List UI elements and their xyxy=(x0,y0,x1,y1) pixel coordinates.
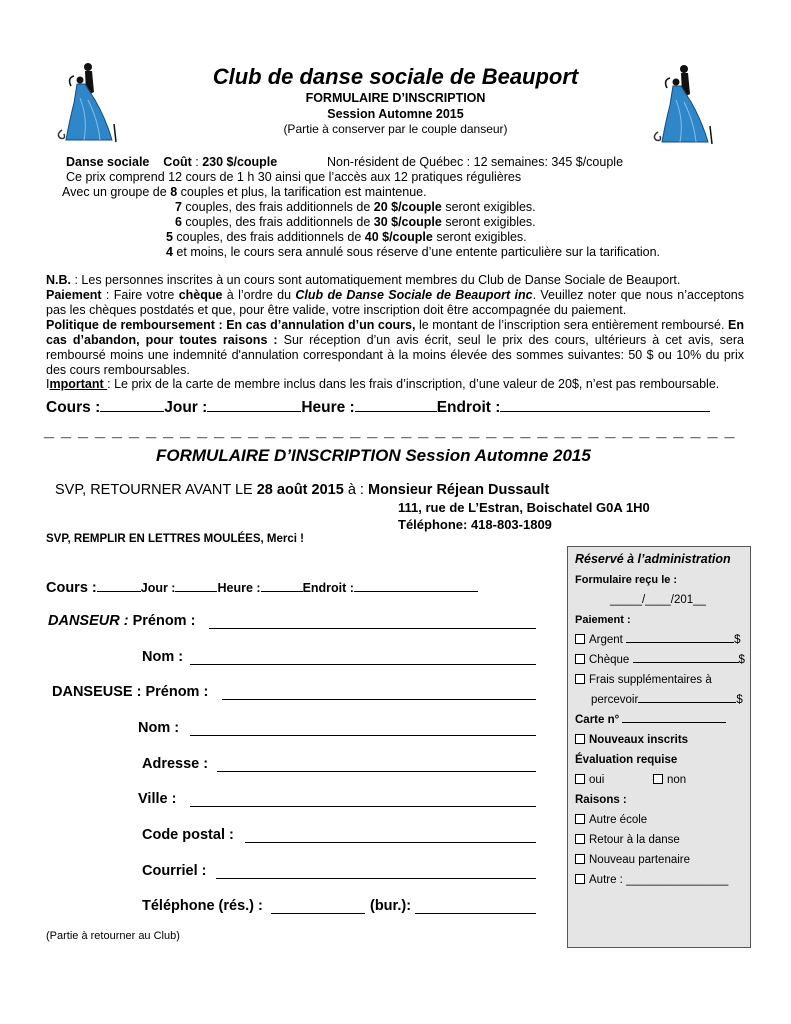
cut-line: _ _ _ _ _ _ _ _ _ _ _ _ _ _ _ _ _ _ _ _ _ _ _ _ _ _ _ _ _ _ _ _ _ _ _ _ _ _ _ _ _ xyxy=(44,420,736,440)
partenaire-checkbox[interactable] xyxy=(575,854,585,864)
percevoir-row: percevoir $ xyxy=(591,694,743,706)
retour-checkbox[interactable] xyxy=(575,834,585,844)
courriel-label: Courriel : xyxy=(142,863,207,879)
argent-row: Argent $ xyxy=(575,634,741,646)
telephone-bur-label: (bur.): xyxy=(370,898,412,914)
admin-box xyxy=(567,546,751,948)
frais-checkbox[interactable] xyxy=(575,674,585,684)
recipient-phone: Téléphone: 418-803-1809 xyxy=(398,517,552,532)
danseur-prenom-label: DANSEUR : Prénom : xyxy=(48,613,196,629)
frais-row: Frais supplémentaires à xyxy=(575,674,712,686)
code-postal-field[interactable] xyxy=(245,842,536,843)
refund-policy: Politique de remboursement : En cas d’annulation d’un cours, le montant de l’inscription sera entièrement remboursé. En cas d’abandon, pour toutes raisons : Sur réception d’un avis écrit, seul le prix des cours, ultérieurs à cet avis, sera remboursé moins une indemnité d'annulation correspondant à la moins élevée des sommes suivantes: 50 $ ou 10% du prix des cours remboursables. xyxy=(46,318,744,377)
nouveaux-checkbox[interactable] xyxy=(575,734,585,744)
partenaire-row: Nouveau partenaire xyxy=(575,854,690,866)
keep-note: (Partie à conserver par le couple danseur) xyxy=(283,122,508,136)
danseuse-prenom-label: DANSEUSE : Prénom : xyxy=(52,684,209,700)
ville-field[interactable] xyxy=(190,806,536,807)
non-resident-price: Non-résident de Québec : 12 semaines: 345 $/couple xyxy=(327,155,624,169)
nb-note: N.B. : Les personnes inscrites à un cours sont automatiquement membres du Club de Danse Sociale de Beauport. xyxy=(46,273,681,287)
autre-ecole-row: Autre école xyxy=(575,814,647,826)
courriel-field[interactable] xyxy=(216,878,536,879)
admin-title: Réservé à l’administration xyxy=(575,552,731,566)
form-name: FORMULAIRE D’INSCRIPTION xyxy=(305,91,486,105)
non-row: non xyxy=(653,774,686,786)
club-title: Club de danse sociale de Beauport xyxy=(212,64,579,89)
rate-row-6: 6 couples, des frais additionnels de 30 $/couple seront exigibles. xyxy=(175,215,536,229)
danseur-nom-field[interactable] xyxy=(190,664,536,665)
autre-checkbox[interactable] xyxy=(575,874,585,884)
cheque-row: Chèque $ xyxy=(575,654,745,666)
danseuse-nom-label: Nom : xyxy=(138,720,180,736)
received-label: Formulaire reçu le : xyxy=(575,574,678,586)
retour-row: Retour à la danse xyxy=(575,834,680,846)
received-date: _____/____/201__ xyxy=(610,594,706,606)
return-note: (Partie à retourner au Club) xyxy=(46,930,180,942)
block-letters-instruction: SVP, REMPLIR EN LETTRES MOULÉES, Merci ! xyxy=(46,533,304,545)
pricing-line: Danse sociale Coût : 230 $/couple xyxy=(66,155,278,169)
payment-label: Paiement : xyxy=(575,614,631,626)
evaluation-label: Évaluation requise xyxy=(575,754,678,766)
return-instruction: SVP, RETOURNER AVANT LE 28 août 2015 à : Monsieur Réjean Dussault xyxy=(55,482,550,498)
carte-row: Carte n° xyxy=(575,714,726,726)
course-fields: Cours : Jour : Heure : Endroit : xyxy=(46,579,478,597)
recipient-address: 111, rue de L’Estran, Boischatel G0A 1H0 xyxy=(398,500,650,515)
autre-row: Autre : ________________ xyxy=(575,874,728,886)
payment-note: Paiement : Faire votre chèque à l’ordre du Club de Danse Sociale de Beauport inc. Veuillez noter que nous n’acceptons pas les chèques postdatés et que, pour être valide, votre inscription doit être accompagnée du paiement. xyxy=(46,288,744,317)
price-includes: Ce prix comprend 12 cours de 1 h 30 ainsi que l’accès aux 12 pratiques régulières xyxy=(66,170,522,184)
telephone-bur-field[interactable] xyxy=(415,913,536,914)
adresse-label: Adresse : xyxy=(142,756,209,772)
telephone-res-label: Téléphone (rés.) : xyxy=(142,898,263,914)
non-checkbox[interactable] xyxy=(653,774,663,784)
oui-checkbox[interactable] xyxy=(575,774,585,784)
course-info-line: Cours : Jour : Heure : Endroit : xyxy=(46,399,710,417)
danseur-prenom-field[interactable] xyxy=(209,628,536,629)
telephone-res-field[interactable] xyxy=(271,913,365,914)
code-postal-label: Code postal : xyxy=(142,827,234,843)
cheque-checkbox[interactable] xyxy=(575,654,585,664)
nouveaux-row: Nouveaux inscrits xyxy=(575,734,688,746)
raisons-label: Raisons : xyxy=(575,794,627,806)
important-note: Important : Le prix de la carte de membre inclus dans les frais d’inscription, d’une valeur de 20$, n’est pas remboursable. xyxy=(46,377,720,391)
danseuse-prenom-field[interactable] xyxy=(222,699,536,700)
group-rate: Avec un groupe de 8 couples et plus, la tarification est maintenue. xyxy=(62,185,427,199)
danseuse-nom-field[interactable] xyxy=(190,735,536,736)
rate-row-7: 7 couples, des frais additionnels de 20 $/couple seront exigibles. xyxy=(175,200,536,214)
session-label: Session Automne 2015 xyxy=(327,107,464,121)
oui-row: oui xyxy=(575,774,604,786)
argent-checkbox[interactable] xyxy=(575,634,585,644)
adresse-field[interactable] xyxy=(217,771,536,772)
form-title: FORMULAIRE D’INSCRIPTION Session Automne 2015 xyxy=(156,446,591,465)
autre-ecole-checkbox[interactable] xyxy=(575,814,585,824)
rate-row-4: 4 et moins, le cours sera annulé sous réserve d’une entente particulière sur la tarification. xyxy=(166,245,661,259)
rate-row-5: 5 couples, des frais additionnels de 40 $/couple seront exigibles. xyxy=(166,230,527,244)
danseur-nom-label: Nom : xyxy=(142,649,184,665)
ville-label: Ville : xyxy=(138,791,177,807)
